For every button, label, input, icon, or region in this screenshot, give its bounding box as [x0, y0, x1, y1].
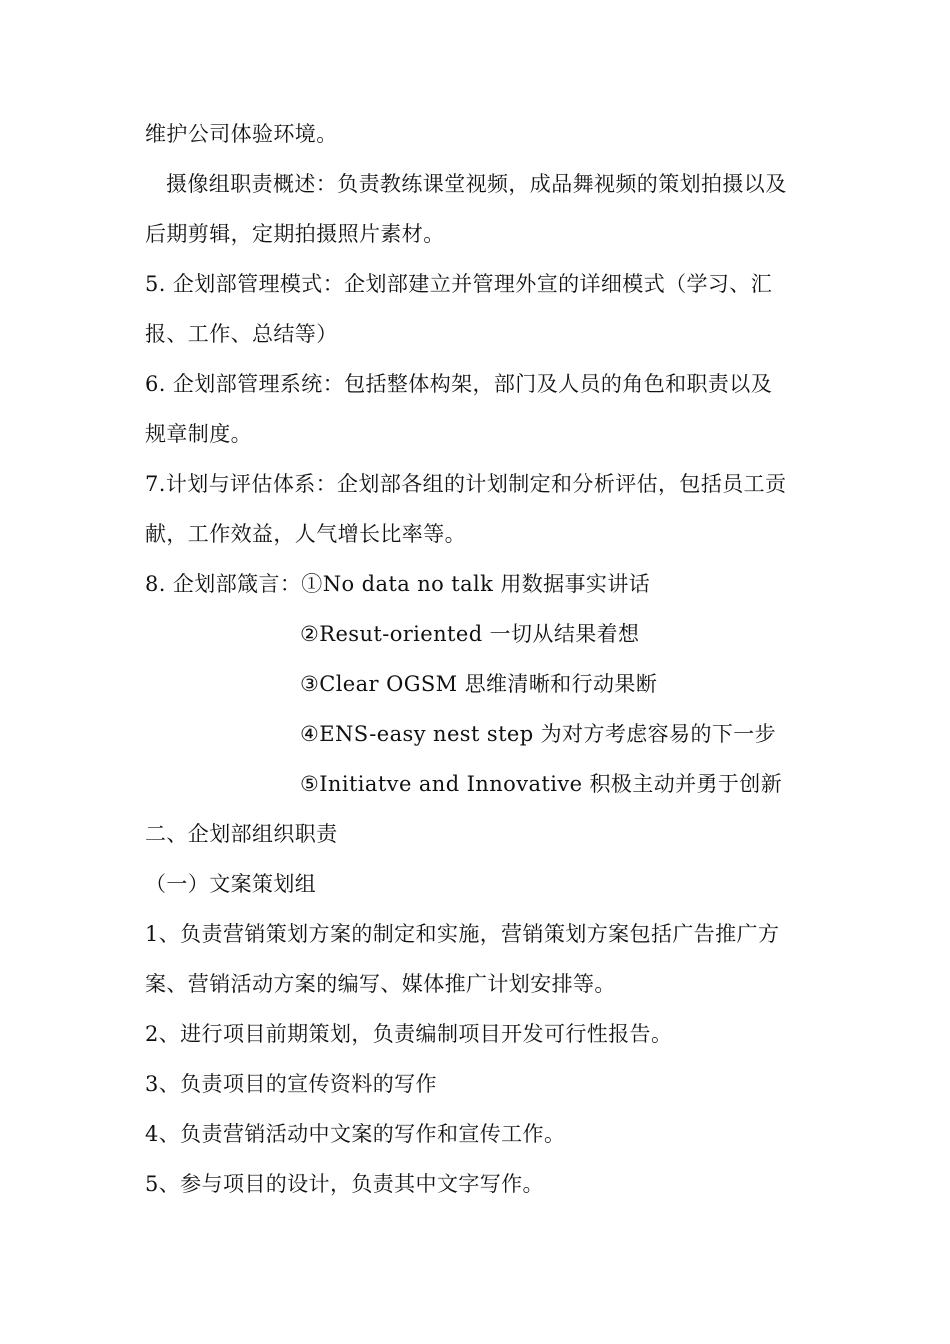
text-line-18: 案、营销活动方案的编写、媒体推广计划安排等。 [145, 972, 616, 996]
motto-line-3: ③Clear OGSM 思维清晰和行动果断 [300, 672, 658, 696]
motto-line-2: ②Resut-oriented 一切从结果着想 [300, 622, 640, 646]
text-line-7: 规章制度。 [145, 422, 252, 446]
text-line-1: 维护公司体验环境。 [145, 122, 338, 146]
text-line-21: 4、负责营销活动中文案的写作和宣传工作。 [145, 1122, 566, 1146]
text-line-19: 2、进行项目前期策划，负责编制项目开发可行性报告。 [145, 1022, 673, 1046]
text-line-2: 摄像组职责概述：负责教练课堂视频，成品舞视频的策划拍摄以及 [166, 172, 787, 196]
section-heading: 二、企划部组织职责 [145, 822, 338, 846]
text-line-10: 8. 企划部箴言：①No data no talk 用数据事实讲话 [145, 572, 651, 596]
motto-line-4: ④ENS-easy nest step 为对方考虑容易的下一步 [300, 722, 777, 746]
text-line-5: 报、工作、总结等） [145, 322, 338, 346]
subsection-heading: （一）文案策划组 [145, 872, 317, 896]
text-line-22: 5、参与项目的设计，负责其中文字写作。 [145, 1172, 544, 1196]
text-line-20: 3、负责项目的宣传资料的写作 [145, 1072, 437, 1096]
text-line-8: 7.计划与评估体系：企划部各组的计划制定和分析评估，包括员工贡 [145, 472, 787, 496]
text-line-6: 6. 企划部管理系统：包括整体构架，部门及人员的角色和职责以及 [145, 372, 773, 396]
text-line-9: 献，工作效益，人气增长比率等。 [145, 522, 466, 546]
text-line-17: 1、负责营销策划方案的制定和实施，营销策划方案包括广告推广方 [145, 922, 780, 946]
motto-line-5: ⑤Initiatve and Innovative 积极主动并勇于创新 [300, 772, 783, 796]
text-line-3: 后期剪辑，定期拍摄照片素材。 [145, 222, 445, 246]
text-line-4: 5. 企划部管理模式：企划部建立并管理外宣的详细模式（学习、汇 [145, 272, 773, 296]
